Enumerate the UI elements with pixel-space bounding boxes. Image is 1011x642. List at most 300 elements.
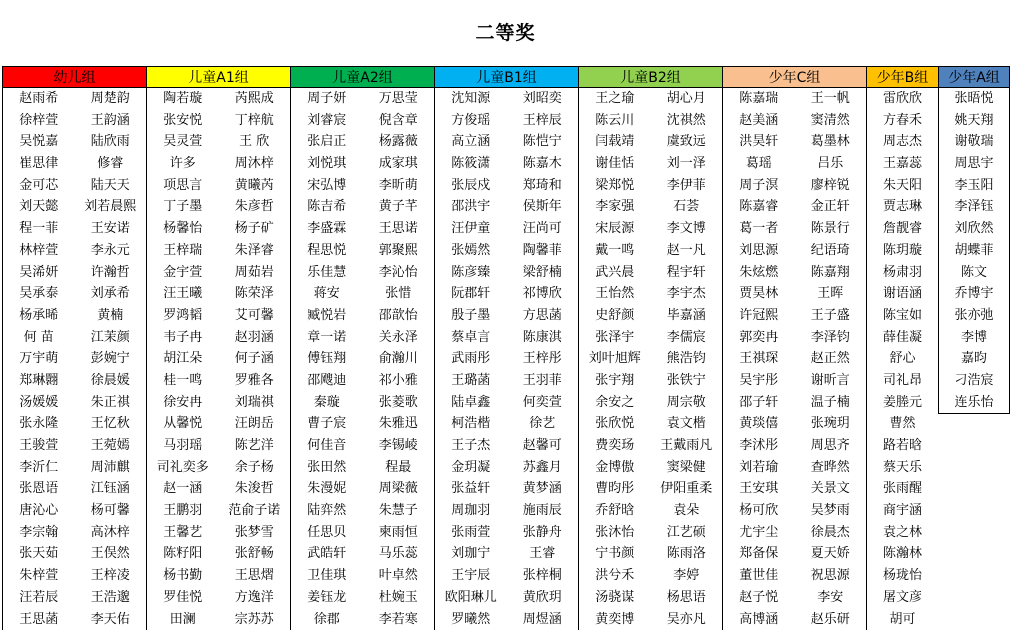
winner-name: 杨珑怡 [882,568,922,584]
winner-name: 殷子墨 [451,307,491,323]
winner-name: 徐艺 [529,416,556,432]
winner-name: 李安 [817,589,844,605]
winner-name: 李儒宸 [666,329,706,345]
winner-name: 洪兮禾 [595,568,635,584]
winner-name: 傅钰翔 [307,351,347,367]
winner-name: 程一菲 [19,221,59,237]
winner-name: 吴灵萱 [163,134,203,150]
winner-name: 王梓彤 [522,351,562,367]
winner-name: 徐晨杰 [810,524,850,540]
winner-name: 张沐怡 [595,524,635,540]
winner-name: 陈吉希 [307,199,347,215]
winner-name: 王 欣 [239,134,270,150]
winner-name: 梁郑悦 [595,177,635,193]
winner-name: 苏鑫月 [522,459,562,475]
name-list [938,88,1010,414]
winner-name: 邵飕迪 [307,372,347,388]
winner-name: 刘一泽 [666,156,706,172]
winner-name: 成家琪 [378,156,418,172]
winner-name: 陶馨菲 [522,242,562,258]
winner-name: 黄梦涵 [522,481,562,497]
winner-name: 张琬玥 [810,416,850,432]
winner-name: 宁书颜 [595,546,635,562]
winner-name: 周梁薇 [378,481,418,497]
winner-name: 黄奕博 [595,611,635,627]
winner-name: 张欣悦 [595,416,635,432]
name-list [722,88,866,630]
group-header: 少年A组 [938,66,1010,88]
winner-name: 任思贝 [307,524,347,540]
winner-name: 程最 [385,459,412,475]
winner-name: 查晔然 [810,459,850,475]
winner-name: 周沐梓 [234,156,274,172]
winner-name: 李玉阳 [954,177,994,193]
winner-name: 芮熙成 [234,91,274,106]
winner-name: 李盛霖 [307,221,347,237]
winner-name: 司礼奕多 [156,459,209,475]
winner-name: 张永隆 [19,416,59,432]
winner-name: 张天茹 [19,546,59,562]
winner-name: 张惜 [385,286,412,302]
winner-name: 陈文 [960,264,987,280]
winner-name: 陈康淇 [522,329,562,345]
winner-name: 方思菡 [522,307,562,323]
winner-name: 刘若晨熙 [84,199,137,215]
winner-name: 胡可 [889,611,916,627]
winner-name: 陈宝如 [882,307,922,323]
winner-name: 张安悦 [163,112,203,128]
winner-name: 雷欣欣 [882,91,922,106]
winner-name: 舒心 [889,351,916,367]
winner-name: 王子杰 [451,438,491,453]
winner-name: 闫载靖 [595,134,635,150]
winner-name: 余安之 [595,394,635,410]
winner-name: 王梓辰 [522,112,562,128]
winner-name: 谢昕言 [810,372,850,388]
winner-name: 张菱歌 [378,394,418,410]
name-list [434,88,578,630]
winner-name: 赵美涵 [739,112,779,128]
winner-name: 张嫣然 [451,242,491,258]
winner-name: 李宇杰 [666,286,706,302]
winner-name: 周煜涵 [522,611,562,627]
group-header: 儿童B2组 [578,66,722,88]
winner-name: 李宗翰 [19,524,59,540]
winner-name: 贾志琳 [882,199,922,215]
winner-name: 黄曦芮 [234,177,274,193]
winner-name: 张亦弛 [954,307,994,323]
winner-name: 李天佑 [90,611,130,627]
winner-name: 余子杨 [234,459,274,475]
name-subcolumn [363,88,435,630]
winner-name: 张舒畅 [234,546,274,562]
winner-name: 刘珈宁 [451,546,491,562]
winner-name: 王梓瑞 [163,242,203,258]
winner-name: 王戴雨凡 [660,438,713,453]
winner-name: 朱正祺 [90,394,130,410]
winner-name: 李博 [960,329,987,345]
winner-name: 杨书勤 [163,568,203,584]
winner-name: 张恩语 [19,481,59,497]
winner-name: 黄楠 [97,307,124,323]
winner-name: 吴浠妍 [19,264,59,280]
winner-name: 罗雅各 [234,372,274,388]
winner-name: 王祺琛 [739,351,779,367]
name-list [866,88,938,630]
winner-name: 赵一涵 [163,481,203,497]
winner-name: 汪伊童 [451,221,491,237]
winner-name: 陆弈然 [307,503,347,519]
winner-name: 乐佳慧 [307,264,347,280]
winner-name: 臧悦岩 [307,307,347,323]
winner-name: 何佳音 [307,438,347,453]
winner-name: 陈玥璇 [882,242,922,258]
winner-name: 李伊菲 [666,177,706,193]
winner-name: 刘悦琪 [307,156,347,172]
winner-name: 伊阳重柔 [660,481,713,497]
winner-name: 江艺硕 [666,524,706,540]
name-subcolumn [3,88,75,630]
winner-name: 金宇萱 [163,264,203,280]
winner-name: 吴梦雨 [810,503,850,519]
group-column [722,66,866,630]
winner-name: 杨思语 [666,589,706,605]
winner-name: 唐沁心 [19,503,59,519]
winner-name: 方春禾 [882,112,922,128]
winner-name: 周志杰 [882,134,922,150]
winner-name: 史舒颜 [595,307,635,323]
winner-name: 张田然 [307,459,347,475]
winner-name: 汪尚可 [522,221,562,237]
winner-name: 万宇萌 [19,351,59,367]
winner-name: 武皓轩 [307,546,347,562]
winner-name: 周宗敬 [666,394,706,410]
winner-name: 陈嘉瑞 [739,91,779,106]
winner-name: 汪朗岳 [234,416,274,432]
winner-name: 秦璇 [313,394,340,410]
winner-name: 陈雨洛 [666,546,706,562]
group-header: 少年C组 [722,66,866,88]
winner-name: 李泽钧 [810,329,850,345]
name-subcolumn [723,88,795,630]
winner-name: 郑琳翾 [19,372,59,388]
award-sheet [2,66,1010,630]
winner-name: 金玥凝 [451,459,491,475]
group-header: 幼儿组 [2,66,146,88]
winner-name: 程思悦 [307,242,347,258]
winner-name: 王浩邈 [90,589,130,605]
winner-name: 关景文 [810,481,850,497]
winner-name: 刘瑞祺 [234,394,274,410]
winner-name: 徐梓萱 [19,112,59,128]
winner-name: 商宇涵 [882,503,922,519]
winner-name: 徐晨媛 [90,372,130,388]
winner-name: 吕乐 [817,156,844,172]
winner-name: 李泽钰 [954,199,994,215]
winner-name: 汤骁谋 [595,589,635,605]
winner-name: 薛佳凝 [882,329,922,345]
winner-name: 刘昭奕 [522,91,562,106]
winner-name: 王安诺 [90,221,130,237]
winner-name: 赵乐研 [810,611,850,627]
winner-name: 宋弘博 [307,177,347,193]
winner-name: 万思莹 [378,91,418,106]
winner-name: 范俞子诺 [228,503,281,519]
winner-name: 张铁宁 [666,372,706,388]
winner-name: 黄琰僖 [739,416,779,432]
winner-name: 李文博 [666,221,706,237]
winner-name: 王韵涵 [90,112,130,128]
winner-name: 嘉昀 [960,351,987,367]
winner-name: 从馨悦 [163,416,203,432]
winner-name: 詹靓睿 [882,221,922,237]
winner-name: 王晖 [817,286,844,302]
winner-name: 杨肃羽 [882,264,922,280]
winner-name: 乔舒晗 [595,503,635,519]
winner-name: 胡蝶菲 [954,242,994,258]
winner-name: 蒋安 [313,286,340,302]
winner-name: 毕嘉涵 [666,307,706,323]
name-list [290,88,434,630]
name-subcolumn [579,88,651,630]
winner-name: 张宇翔 [595,372,635,388]
winner-name: 董世佳 [739,568,779,584]
winner-name: 陶若璇 [163,91,203,106]
name-subcolumn [939,88,1009,413]
winner-name: 吴悦嘉 [19,134,59,150]
winner-name: 江钰涵 [90,481,130,497]
winner-name: 郑备保 [739,546,779,562]
winner-name: 许多 [169,156,196,172]
winner-name: 朱漫妮 [307,481,347,497]
group-column [2,66,146,630]
winner-name: 陆卓鑫 [451,394,491,410]
winner-name: 丁梓航 [234,112,274,128]
winner-name: 王梓凌 [90,568,130,584]
winner-name: 张梓桐 [522,568,562,584]
winner-name: 屠文彦 [882,589,922,605]
winner-name: 艾可馨 [234,307,274,323]
winner-name: 王思诺 [378,221,418,237]
winner-name: 王怡然 [595,286,635,302]
winner-name: 祁博欣 [522,286,562,302]
winner-name: 邵歆怡 [378,307,418,323]
winner-name: 周子妍 [307,91,347,106]
winner-name: 朱天阳 [882,177,922,193]
winner-name: 杨馨怡 [163,221,203,237]
winner-name: 刘思源 [739,242,779,258]
winner-name: 王骏萱 [19,438,59,453]
winner-name: 葛瑶 [745,156,772,172]
winner-name: 方逸洋 [234,589,274,605]
winner-name: 谢佳恬 [595,156,635,172]
winner-name: 李沁怡 [378,264,418,280]
winner-name: 刘欣然 [954,221,994,237]
winner-name: 刘承希 [90,286,130,302]
winner-name: 李婷 [673,568,700,584]
winner-name: 张泽宇 [595,329,635,345]
winner-name: 周珈羽 [451,503,491,519]
winner-name: 张晤悦 [954,91,994,106]
winner-name: 邵洪宇 [451,199,491,215]
winner-name: 沈知源 [451,91,491,106]
winner-name: 汪若辰 [19,589,59,605]
winner-name: 袁文楷 [666,416,706,432]
winner-name: 马乐蕊 [378,546,418,562]
name-subcolumn [795,88,867,630]
winner-name: 蔡卓言 [451,329,491,345]
winner-name: 朱浚哲 [234,481,274,497]
winner-name: 周思齐 [810,438,850,453]
group-column [866,66,938,630]
winner-name: 姜塍元 [882,394,922,410]
winner-name: 陆欣雨 [90,134,130,150]
winner-name: 王安琪 [739,481,779,497]
winner-name: 柬雨恒 [378,524,418,540]
winner-name: 杨子矿 [234,221,274,237]
winner-name: 周沛麒 [90,459,130,475]
winner-name: 江茉颜 [90,329,130,345]
winner-name: 叶卓然 [378,568,418,584]
winner-name: 王菀嫣 [90,438,130,453]
winner-name: 费奕玚 [595,438,635,453]
winner-name: 葛墨林 [810,134,850,150]
winner-name: 蔡天乐 [882,459,922,475]
winner-name: 赵羽涵 [234,329,274,345]
winner-name: 陈嘉翔 [810,264,850,280]
winner-name: 陈恺宁 [522,134,562,150]
winner-name: 武雨彤 [451,351,491,367]
winner-name: 李昕萌 [378,177,418,193]
winner-name: 张启正 [307,134,347,150]
winner-name: 韦子冉 [163,329,203,345]
winner-name: 窦梁健 [666,459,706,475]
winner-name: 熊浩钧 [666,351,706,367]
name-list [578,88,722,630]
name-subcolumn [219,88,291,630]
winner-name: 朱慧子 [378,503,418,519]
winner-name: 杨露薇 [378,134,418,150]
winner-name: 杨可欣 [739,503,779,519]
winner-name: 虞致远 [666,134,706,150]
winner-name: 曹子宸 [307,416,347,432]
winner-name: 石荟 [673,199,700,215]
name-list [146,88,290,630]
winner-name: 彭婉宁 [90,351,130,367]
name-subcolumn [147,88,219,630]
winner-name: 丁子墨 [163,199,203,215]
winner-name: 陈艺洋 [234,438,274,453]
winner-name: 欧阳琳儿 [444,589,497,605]
winner-name: 方俊瑶 [451,112,491,128]
winner-name: 李锡崚 [378,438,418,453]
winner-name: 王馨艺 [163,524,203,540]
winner-name: 姚天翔 [954,112,994,128]
winner-name: 倪含章 [378,112,418,128]
winner-name: 何 苗 [23,329,54,345]
winner-name: 沈祺然 [666,112,706,128]
winner-name: 阮郡轩 [451,286,491,302]
name-subcolumn [435,88,507,630]
winner-name: 王思菡 [19,611,59,627]
winner-name: 崔思律 [19,156,59,172]
winner-name: 侯斯年 [522,199,562,215]
group-column [938,66,1010,630]
winner-name: 曹然 [889,416,916,432]
winner-name: 陈云川 [595,112,635,128]
winner-name: 夏天娇 [810,546,850,562]
winner-name: 朱泽睿 [234,242,274,258]
winner-name: 关永泽 [378,329,418,345]
winner-name: 路若晗 [882,438,922,453]
winner-name: 杨承晞 [19,307,59,323]
winner-name: 何子涵 [234,351,274,367]
winner-name: 杨可馨 [90,503,130,519]
winner-name: 李沭彤 [739,438,779,453]
winner-name: 赵馨可 [522,438,562,453]
winner-name: 宗苏苏 [234,611,274,627]
winner-name: 乔博宇 [954,286,994,302]
winner-name: 张静舟 [522,524,562,540]
winner-name: 徐安冉 [163,394,203,410]
winner-name: 陈景行 [810,221,850,237]
winner-name: 王子盛 [810,307,850,323]
winner-name: 窦清然 [810,112,850,128]
winner-name: 王鹏羽 [163,503,203,519]
winner-name: 马羽瑶 [163,438,203,453]
winner-name: 朱炫燃 [739,264,779,280]
winner-name: 贾昊林 [739,286,779,302]
winner-name: 周子溟 [739,177,779,193]
winner-name: 修睿 [97,156,124,172]
winner-name: 张益轩 [451,481,491,497]
winner-name: 李若寒 [378,611,418,627]
winner-name: 连乐怡 [954,394,994,410]
group-column [146,66,290,630]
winner-name: 王羽菲 [522,372,562,388]
winner-name: 项思言 [163,177,203,193]
winner-name: 陈嘉木 [522,156,562,172]
winner-name: 祁小雅 [378,372,418,388]
winner-name: 汪王曦 [163,286,203,302]
winner-name: 袁朵 [673,503,700,519]
name-subcolumn [291,88,363,630]
name-subcolumn [75,88,147,630]
winner-name: 吴亦凡 [666,611,706,627]
winner-name: 郑琦和 [522,177,562,193]
winner-name: 高沐梓 [90,524,130,540]
group-header: 少年B组 [866,66,938,88]
winner-name: 田澜 [169,611,196,627]
group-header: 儿童A1组 [146,66,290,88]
winner-name: 赵一凡 [666,242,706,258]
winner-name: 柯浩楷 [451,416,491,432]
winner-name: 王之瑜 [595,91,635,106]
winner-name: 尤宇尘 [739,524,779,540]
winner-name: 金可芯 [19,177,59,193]
winner-name: 朱梓萱 [19,568,59,584]
winner-name: 张辰戍 [451,177,491,193]
winner-name: 谢语涵 [882,286,922,302]
winner-name: 梁舒楠 [522,264,562,280]
page-title: 二等奖 [475,22,536,44]
winner-name: 杜婉玉 [378,589,418,605]
winner-name: 祝思源 [810,568,850,584]
winner-name: 章一诺 [307,329,347,345]
winner-name: 胡心月 [666,91,706,106]
winner-name: 胡江朵 [163,351,203,367]
group-column [578,66,722,630]
